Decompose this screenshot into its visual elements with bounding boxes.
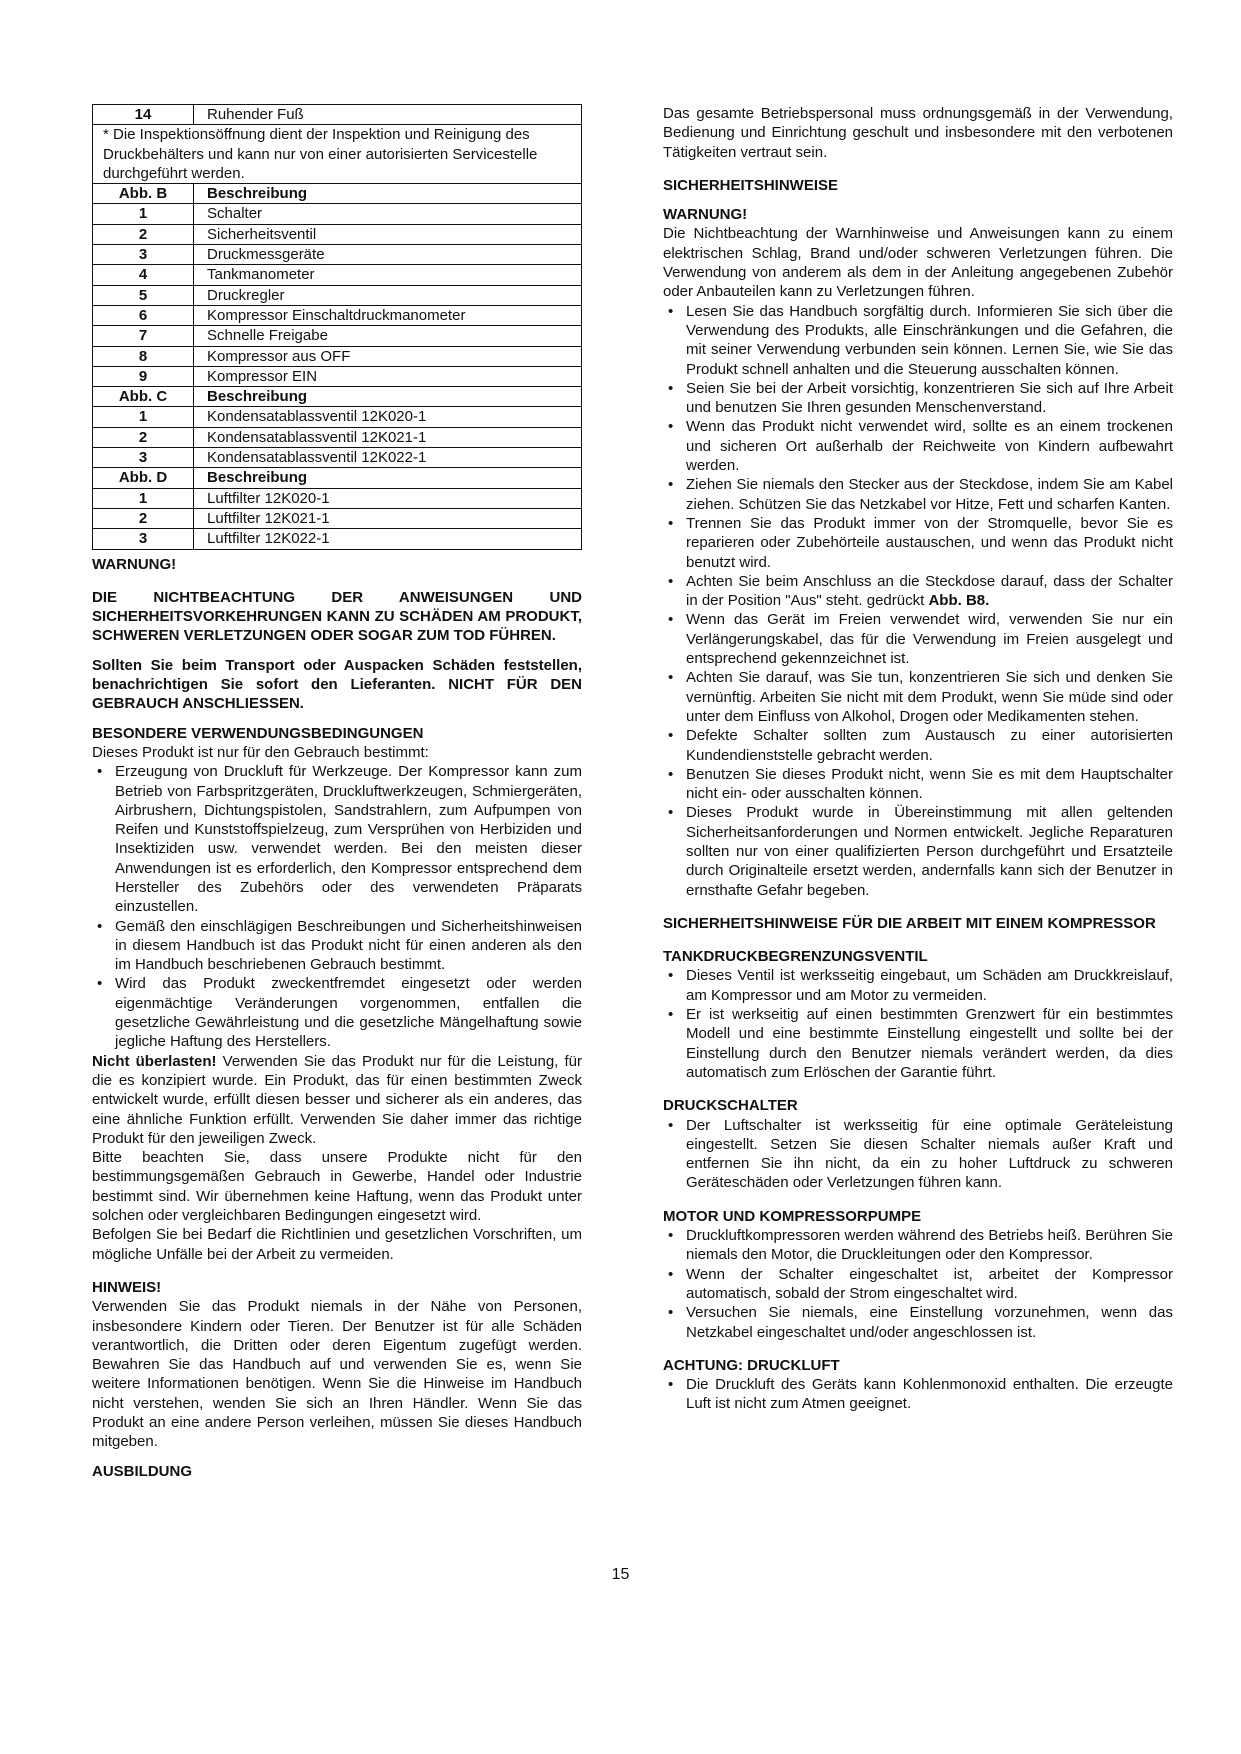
part-description: Schalter [194,204,582,224]
section-header: Beschreibung [194,184,582,204]
safety-warning-heading: WARNUNG! [663,206,748,224]
list-item: • Defekte Schalter sollten zum Austausch zu einer autorisierten Kundendienststelle gebracht werden. [663,726,1173,765]
part-number: 5 [93,285,194,305]
list-item: • Ziehen Sie niemals den Stecker aus der Steckdose, indem Sie am Kabel ziehen. Schützen Sie das Netzkabel vor Hitze, Fett und scharfen Kanten. [663,475,1173,514]
table-note-line: * Die Inspektionsöffnung dient der Inspektion und Reinigung des [103,126,530,144]
warning-heading: WARNUNG! [92,555,177,573]
table-section-header [93,468,582,488]
part-description: Luftfilter 12K022-1 [194,529,582,549]
part-number: 3 [93,448,194,468]
part-number: 1 [93,407,194,427]
section-label: Abb. B [93,184,194,204]
table-row [93,305,582,325]
page-number: 15 [611,1566,630,1583]
tank-valve-heading: TANKDRUCKBEGRENZUNGSVENTIL [663,948,928,966]
part-number: 3 [93,529,194,549]
part-number: 9 [93,366,194,386]
compressed-air-heading: ACHTUNG: DRUCKLUFT [663,1356,840,1374]
part-description: Druckmessgeräte [194,245,582,265]
table-row [93,204,582,224]
part-number: 2 [93,508,194,528]
safety-heading: SICHERHEITSHINWEISE [663,176,839,194]
hint-heading: HINWEIS! [92,1278,162,1296]
table-row [93,529,582,549]
list-item: • Gemäß den einschlägigen Beschreibungen und Sicherheitshinweisen in diesem Handbuch ist das Produkt nicht für einen anderen als den im Handbuch beschriebenen Gebrauch bestimmt. [92,917,582,975]
list-item: • Versuchen Sie niemals, eine Einstellung vorzunehmen, wenn das Netzkabel eingeschaltet und/oder angeschlossen ist. [663,1303,1173,1342]
part-number: 3 [93,245,194,265]
part-description: Tankmanometer [194,265,582,285]
list-item: • Trennen Sie das Produkt immer von der Stromquelle, bevor Sie es reparieren oder Zubehörteile austauschen, und wenn das Produkt nicht benutzt wird. [663,514,1173,572]
part-description: Kompressor Einschaltdruckmanometer [194,305,582,325]
part-number: 6 [93,305,194,325]
table-row [93,427,582,447]
part-description: Kondensatablassventil 12K020-1 [194,407,582,427]
part-number: 14 [93,105,194,125]
list-item: • Wenn das Gerät im Freien verwendet wird, verwenden Sie nur ein Verlängerungskabel, das für die Verwendung im Freien ausgelegt und entsprechend gekennzeichnet ist. [663,610,1173,668]
part-description: Luftfilter 12K020-1 [194,488,582,508]
list-item: • Dieses Ventil ist werksseitig eingebaut, um Schäden am Druckkreislauf, am Kompressor und am Motor zu vermeiden. [663,966,1173,1005]
tank-valve-list [663,966,1173,1082]
left-column [92,104,582,1481]
hint-text: Verwenden Sie das Produkt niemals in der Nähe von Personen, insbesondere Kindern oder Tieren. Der Benutzer ist für alle Schäden verantwortlich, die Dritten oder deren Eigentum zugefügt werden. Bewahren Sie das Handbuch auf und verwenden Sie es, wenn Sie weitere Informationen benötigen. Wenn Sie die Hinweise im Handbuch nicht verstehen, wenden Sie sich an Ihren Händler. Wenn Sie das Produkt an eine andere Person verleihen, müssen Sie dieses Handbuch mitgeben. [92,1298,582,1451]
part-description: Kompressor EIN [194,366,582,386]
table-row [93,488,582,508]
special-use-heading: BESONDERE VERWENDUNGSBEDINGUNGEN [92,724,424,742]
part-number: 4 [93,265,194,285]
safety-list [663,302,1173,900]
compressor-safety-heading: SICHERHEITSHINWEISE FÜR DIE ARBEIT MIT EINEM KOMPRESSOR [663,914,1156,932]
overload-paragraph [92,1052,582,1148]
table-section-header [93,387,582,407]
list-item: • Wenn der Schalter eingeschaltet ist, arbeitet der Kompressor automatisch, sobald der Strom eingeschaltet wird. [663,1265,1173,1304]
transport-notice: Sollten Sie beim Transport oder Auspacken Schäden feststellen, benachrichtigen Sie sofort den Lieferanten. NICHT FÜR DEN GEBRAUCH ANSCHLIESSEN. [92,656,582,713]
parts-table [92,104,582,550]
list-item [663,572,1173,611]
table-row [93,346,582,366]
table-note-line: Druckbehälters und kann nur von einer autorisierten Servicestelle [103,145,538,163]
part-description: Druckregler [194,285,582,305]
table-row [93,448,582,468]
table-note [93,125,582,184]
warning-caps-text: DIE NICHTBEACHTUNG DER ANWEISUNGEN UND SICHERHEITSVORKEHRUNGEN KANN ZU SCHÄDEN AM PRODUKT, SCHWEREN VERLETZUNGEN ODER SOGAR ZUM TOD FÜHREN. [92,588,582,645]
overload-bold: Nicht überlasten! [92,1052,217,1070]
part-number: 8 [93,346,194,366]
part-number: 1 [93,204,194,224]
list-item: • Dieses Produkt wurde in Übereinstimmung mit allen geltenden Sicherheitsanforderungen und Normen entwickelt. Jegliche Reparaturen sollten nur von einer qualifizierten Person durchgeführt und Ersatzteile durch Originalteile ersetzt werden, andernfalls kann sich der Benutzer in ernsthafte Gefahr begeben. [663,803,1173,899]
list-item: • Seien Sie bei der Arbeit vorsichtig, konzentrieren Sie sich auf Ihre Arbeit und benutzen Sie Ihren gesunden Menschenverstand. [663,379,1173,418]
table-row [93,224,582,244]
switch-item-text: Achten Sie beim Anschluss an die Steckdose darauf, dass der Schalter in der Position "Aus" steht. gedrückt [686,572,1173,610]
table-row [93,285,582,305]
switch-item-ref: Abb. B8. [928,592,990,610]
part-description: Schnelle Freigabe [194,326,582,346]
section-label: Abb. C [93,387,194,407]
part-number: 1 [93,488,194,508]
special-use-list [92,762,582,1051]
personnel-intro: Das gesamte Betriebspersonal muss ordnungsgemäß in der Verwendung, Bedienung und Einrichtung geschult und insbesondere mit den verbotenen Tätigkeiten vertraut sein. [663,105,1173,161]
table-row [93,508,582,528]
table-row [93,265,582,285]
section-label: Abb. D [93,468,194,488]
part-number: 7 [93,326,194,346]
part-description: Kompressor aus OFF [194,346,582,366]
table-row [93,366,582,386]
list-item: • Druckluftkompressoren werden während des Betriebs heiß. Berühren Sie niemals den Motor, die Druckleitungen oder den Kompressor. [663,1226,1173,1265]
motor-list [663,1226,1173,1342]
table-row [93,407,582,427]
safety-warning-text: Die Nichtbeachtung der Warnhinweise und Anweisungen kann zu einem elektrischen Schlag, Brand und/oder schweren Verletzungen führen. Die Verwendung von anderem als dem in der Anleitung angegebenen Zubehör oder Anbauteilen kann zu Verletzungen führen. [663,225,1173,301]
part-description: Kondensatablassventil 12K021-1 [194,427,582,447]
table-row [93,326,582,346]
list-item: • Lesen Sie das Handbuch sorgfältig durch. Informieren Sie sich über die Verwendung des Produkts, alle Einschränkungen und die Gefahren, die mit seiner Verwendung verbunden sein können. Lernen Sie, wie Sie das Produkt schnell anhalten und die Steuerung ausschalten können. [663,302,1173,379]
list-item: • Wird das Produkt zweckentfremdet eingesetzt oder werden eigenmächtige Veränderungen vorgenommen, entfallen die gesetzliche Gewährleistung und die gesetzliche Mängelhaftung sowie jegliche Haftung des Herstellers. [92,974,582,1051]
industry-note: Bitte beachten Sie, dass unsere Produkte nicht für den bestimmungsgemäßen Gebrauch in Gewerbe, Handel oder Industrie bestimmt sind. Wir übernehmen keine Haftung, wenn das Produkt unter solchen oder vergleichbaren Bedingungen eingesetzt wird. [92,1149,582,1225]
motor-heading: MOTOR UND KOMPRESSORPUMPE [663,1207,922,1225]
part-description: Kondensatablassventil 12K022-1 [194,448,582,468]
list-item: • Wenn das Produkt nicht verwendet wird, sollte es an einem trockenen und sicheren Ort außerhalb der Reichweite von Kindern aufbewahrt werden. [663,417,1173,475]
table-note-row [93,125,582,184]
list-item: • Benutzen Sie dieses Produkt nicht, wenn Sie es mit dem Hauptschalter nicht ein- oder ausschalten können. [663,765,1173,804]
special-use-intro: Dieses Produkt ist nur für den Gebrauch bestimmt: [92,743,429,761]
list-item: • Achten Sie darauf, was Sie tun, konzentrieren Sie sich und denken Sie vernünftig. Arbeiten Sie nicht mit dem Produkt, wenn Sie müde sind oder unter dem Einfluss von Alkohol, Drogen oder Medikamenten stehen. [663,668,1173,726]
right-column [663,104,1173,1414]
table-row [93,245,582,265]
training-heading: AUSBILDUNG [92,1462,192,1480]
list-item: • Erzeugung von Druckluft für Werkzeuge. Der Kompressor kann zum Betrieb von Farbspritzgeräten, Druckluftwerkzeugen, Schmiergeräten, Airbrushern, Dichtungspistolen, Sandstrahlern, zum Aufpumpen von Reifen und Kunststoffspielzeug, zum Versprühen von Herbiziden und Insektiziden usw. verwendet werden. Bei den meisten dieser Anwendungen ist es erforderlich, den Kompressor entsprechend dem Hersteller des Zubehörs oder des verwendeten Präparats einzustellen. [92,762,582,916]
section-header: Beschreibung [194,387,582,407]
list-item: • Er ist werkseitig auf einen bestimmten Grenzwert für ein bestimmtes Modell und eine bestimmte Einstellung eingestellt und sollte bei der Einstellung durch den Benutzer niemals verändert werden, da dies automatisch zum Erlöschen der Garantie führt. [663,1005,1173,1082]
part-number: 2 [93,224,194,244]
table-section-header [93,184,582,204]
part-number: 2 [93,427,194,447]
part-description: Luftfilter 12K021-1 [194,508,582,528]
pressure-switch-list [663,1116,1173,1193]
pressure-switch-heading: DRUCKSCHALTER [663,1097,798,1115]
list-item: • Die Druckluft des Geräts kann Kohlenmonoxid enthalten. Die erzeugte Luft ist nicht zum Atmen geeignet. [663,1375,1173,1414]
part-description: Ruhender Fuß [194,105,582,125]
list-item: • Der Luftschalter ist werksseitig für eine optimale Geräteleistung eingestellt. Setzen Sie diesen Schalter niemals außer Kraft und entfernen Sie ihn nicht, da ein zu hoher Luftdruck zu schweren Geräteschäden oder Verletzungen führen kann. [663,1116,1173,1193]
section-header: Beschreibung [194,468,582,488]
part-description: Sicherheitsventil [194,224,582,244]
overload-text: Verwenden Sie das Produkt nur für die Leistung, für die es konzipiert wurde. Ein Produkt, das für einen bestimmten Zweck entwickelt wurde, erfüllt diesen besser und sicherer als ein anderes, das eine ähnliche Funktion erfüllt. Verwenden Sie daher immer das richtige Produkt für den jeweiligen Zweck. [92,1052,582,1147]
table-note-line: durchgeführt werden. [103,164,245,182]
guidelines-paragraph: Befolgen Sie bei Bedarf die Richtlinien und gesetzlichen Vorschriften, um mögliche Unfälle bei der Arbeit zu vermeiden. [92,1226,582,1263]
table-row [93,105,582,125]
compressed-air-list [663,1375,1173,1414]
